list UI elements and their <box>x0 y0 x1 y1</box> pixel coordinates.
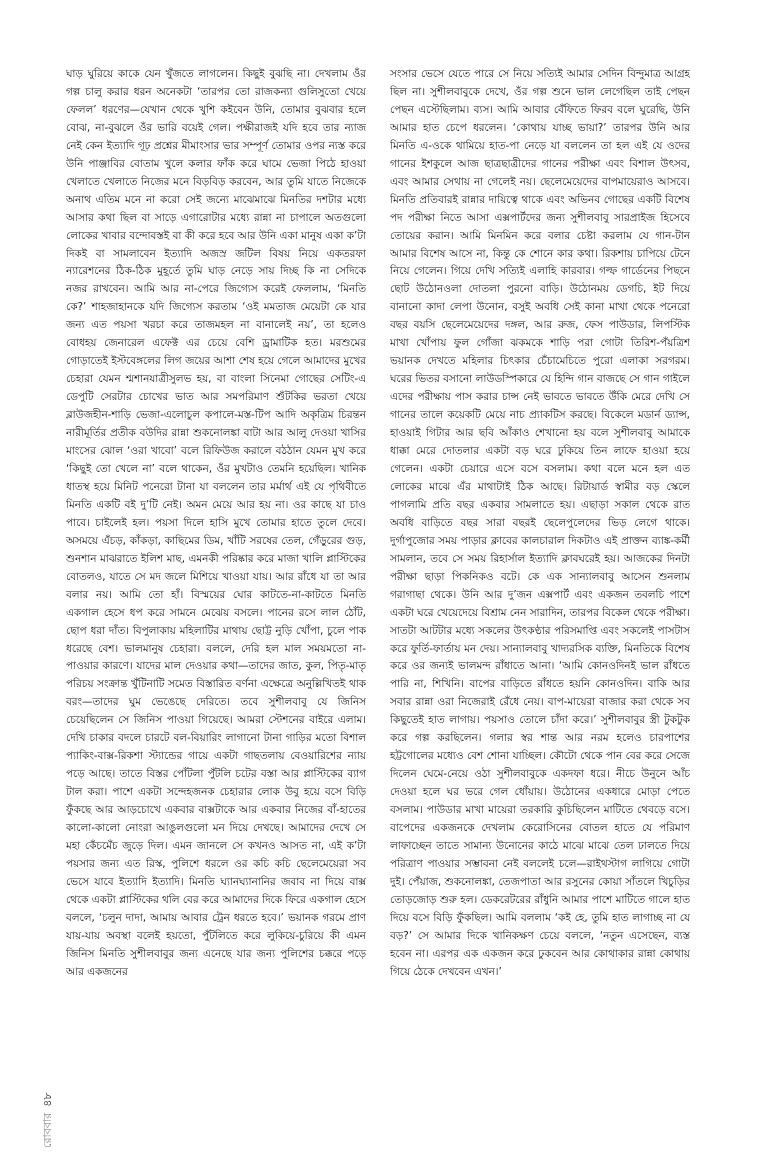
article-column-right <box>390 66 690 1136</box>
article-text-right: সংসার ভেসে যেতে পারে সে নিয়ে সত্যিই আমার সেদিন বিন্দুমাত্র আগ্রহ ছিল না। সুশীলবাবুকে দেখে, ওঁর গল্প শুনে ভাল লেগেছিল তাই পেছন পেছন এস্টেছিলাম। ব্যস। আমি আবার বেঁফিতে ফিরব বলে ঘুরেছি, উনি আমার হাত চেপে ধরলেন। ‘কোথায় যাচ্ছ ভায়া?’ তারপর উনি আর মিনতি এ-ওকে থামিয়ে হাত-পা নেড়ে যা বললেন তা হল এই যে ওদের গানের ইশকুলে আজ ছাত্রছাত্রীদের গানের পরীক্ষা এবং বিশাল উৎসব, এবং আমার সেথায় না গেলেই নয়। ছেলেমেয়েদের বাপমায়েরাও আসবে। মিনতি প্রতিবারই রান্নার দায়িত্বে থাকে এবং অভিনব গোছের একটি বিশেষ পদ পরীক্ষা নিতে আসা এক্সপার্টদের জন্য সুশীলবাবু সারপ্রাইজ হিসেবে তোয়ের করান। আমি মিনমিন করে বলার চেষ্টা করলাম যে গান-টান আমার বিশেষ আসে না, কিন্তু কে শোনে কার কথা। রিকশায় চাপিয়ে টেনে নিয়ে গেলেন। গিয়ে দেখি সত্যিই এলাহি কারবার। গল্ফ গার্ডেনের পিছনে ছোট উঠোনওলা দোতলা পুরনো বাড়ি। উঠোনময় ডেগচি, ইট দিয়ে বানানো কাদা লেপা উনোন, বসুই অবধি সেই কানা মাখা থেকে পনেরো বছর বয়সি ছেলেমেয়েদের দঙ্গল, আর রুজ, ফেস পাউডার, লিপস্টিক মাখা খোঁপায় ফুল গোঁজা ঝকমকে শাড়ি পরা গোটা তিরিশ-পঁয়ত্রিশ ভয়ানক দেখতে মহিলার চিৎকার চেঁচামেচিতে পুরো এলাকা সরগরম। ঘরের ভিতর বসানো লাউডস্পিকারে যে হিন্দি গান বাজছে সে গান গাইলে এদের পরীক্ষায় পাস করার চান্স নেই ভাবতে ভাবতে উঁকি মেরে দেখি সে গানের তালে কয়েকটি মেয়ে নাচ প্র্যাকটিস করছে। বিকেলে মডার্ন ড্যান্স, হাওয়াই গিটার আর ছবি আঁকাও শেখানো হয় বলে সুশীলবাবু আমাকে ধাক্কা মেরে দোতলার একটা বড় ঘরে ঢুকিয়ে তিন লাফে হাওয়া হয়ে গেলেন। একটা চেয়ারে এসে বসে বসলাম। কথা বলে মনে হল এত লোকের মাঝে এঁর মাথাটাই ঠিক আছে। রিটায়ার্ড স্বামীর বড় স্কেলে পাগলামি প্রতি বছর একবার সামলাতে হয়। এছাড়া সকাল থেকে রাত অবধি বাড়িতে বছর সারা বছরই ছেলেপুলেদের ভিড় লেগে থাকে। দুর্গাপুজোর সময় পাড়ার ক্লাবের কালচারাল দিকটাও এই প্রাক্তন ব্যাঙ্ক-কর্মী সামলান, তবে সে সময় রিহার্সাল ইত্যাদি ক্লাবঘরেই হয়। আজকের দিনটা পরীক্ষা ছাড়া পিকনিকও বটে। কে এক সান্যালবাবু আসেন শুনলাম গরাগাছা থেকে। উনি আর দু’জন এক্সপার্ট এবং একজন তবলচি পাশে একটা ঘরে খেয়েদেয়ে বিশ্রাম নেন সারাদিন, তারপর বিকেল থেকে পরীক্ষা। সাতটা আটটার মধ্যে সকলের উৎকণ্ঠার পরিসমাপ্তি এবং সকলেই পাসটাস করে ফুর্তি-ফার্তায় মন দেয়। সান্যালবাবু খাদ্যরসিক ব্যক্তি, মিনতিকে বিশেষ করে ওর জন্যই ভালমন্দ রাঁধাতে আনা। ‘আমি কোনওদিনই ভাল রাঁধতে পারি না, শিখিনি। বাপের বাড়িতে রাঁধতে হয়নি কোনওদিন। বাকি আর সবার রান্না ওরা নিজেরাই রেঁধে নেয়। বাপ-মায়েরা বাজার করা থেকে সব কিছুতেই হাত লাগায়। পয়সাও তোলে চাঁদা করে।’ সুশীলবাবুর স্ত্রী টুকটুক করে গল্প করছিলেন। গলার স্বর শান্ত আর নরম হলেও চারপাশের হট্টগোলের মধ্যেও বেশ শোনা যাচ্ছিল। কৌটো থেকে পান বের করে সেজে দিলেন ঘেমে-নেয়ে ওঠা সুশীলবাবুকে একদফা ধরে। নীচে উনুনে আঁচ দেওয়া হলে ঘর ভরে গেল ধোঁয়ায়। উঠোনের একধারে মোড়া পেতে বসলাম। পাউডার মাখা মায়েরা তরকারি কুচিছিলেন মাটিতে থেবড়ে বসে। বাপেদের একজনকে দেখলাম কেরোসিনের বোতল হাতে যে পরিমাণ লাফাচ্ছেন তাতে সামান্য উনোনের কাঠে মাঝে মাঝে তেল ঢালতে দিয়ে পরিত্রাণ পাওয়ার সম্ভাবনা নেই বললেই চলে—রাইথস্টাগ লাগিয়ে গোটা দুই। পেঁয়াজ, শুকনোলঙ্কা, তেজপাতা আর রসুনের কোয়া সাঁতলে খিচুড়ির তোড়জোড় শুরু হল। ডেকরেটরের রাঁধুনি আমার পাশে মাটিতে গালে হাত দিয়ে বসে বিড়ি ফুঁকছিল। আমি বললাম ‘কই হে, তুমি হাত লাগাচ্ছ না যে বড়?’ সে আমার দিকে খানিকক্ষণ চেয়ে বললে, ‘নতুন এসেছেন, ব্যস্ত হবেন না। এরপর এক একজন করে ঢুকবেন আর কোথাকার রান্না কোথায় গিয়ে ঠেকে দেখবেন এখন।’ <box>390 68 690 978</box>
article-column-left <box>66 66 366 1116</box>
page-number: ৪৮ <box>40 1092 54 1107</box>
magazine-name: রোববার <box>40 1112 54 1148</box>
page-folio <box>38 1070 54 1150</box>
article-text-left: ঘাড় ঘুরিয়ে কাকে যেন খুঁজতে লাগলেন। কিছুই বুঝছি না। দেখলাম ওঁর গল্প চালু করার ধরন অনেকটা ‘তারপর তো রাজকন্যা গুলিসুতো খেয়ে ফেলল’ ধরণের—যেখান থেকে খুশি কইবেন উনি, তোমার বুঝবার হলে বোঝ, না-বুঝলে ওঁর ভারি বয়েই গেল। পক্ষীরাজই যদি হবে তার ন্যাজ নেই কেন ইত্যাদি গূঢ় প্রশ্নের মীমাংসার ভার সম্পূর্ণ তোমার ওপর ন্যস্ত করে উনি পাঞ্জাবির বোতাম খুলে কলার ফাঁক করে ঘামে ভেজা পিঠে হাওয়া খেলাতে খেলাতে নিজের মনে বিড়বিড় করবেন, আর তুমি যাতে নিজেকে অনাথ এতিম মনে না করো সেই জন্যে মাঝেমাঝে মিনতির দশটার মধ্যে আসার কথা ছিল বা সাড়ে এগারোটার মধ্যে রান্না না চাপালে অতগুলো লোকের খাবার বন্দোবস্তই বা কী করে হবে আর উনি একা মানুষ একা ক’টা দিকই বা সামলাবেন ইত্যাদি অজস্র জটিল বিষয় নিয়ে একতরফা ন্যারেশনের ঠিক-ঠিক মুহূর্তে তুমি ঘাড় নেড়ে সায় দিচ্ছ কি না সেদিকে নজর রাখবেন। আমি আর না-পেরে জিগ্যেস করেই ফেললাম, ‘মিনতি কে?’ শাহজাহানকে যদি জিগ্যেস করতাম ‘ওই মমতাজ মেয়েটা কে যার জন্য এত পয়সা খরচা করে তাজমহল না বানালেই নয়’, তা হলেও বোধহয় জেনারেল এফেক্ট এর চেয়ে বেশি ড্রামাটিক হত। মরশুমের গোড়াতেই ইস্টবেঙ্গলের লিগ জয়ের আশা শেষ হয়ে গেলে আমাদের মুখের চেহারা যেমন শ্মশানযাত্রীসুলভ হয়, বা বাংলা সিনেমা গোছের সেটিং-এ ডেপুটি সেরটার চোখের ভাত আর সমপরিমাণ শুঁটকির ভরতা খেয়ে ব্লাউজহীন-শাড়ি ভেজা-এলোচুল কপালে-মস্ত-টিপ আদি অকৃত্রিম চিরন্তন নারীমূর্তির প্রতীক বউদির রান্না শুকনোলঙ্কা বাটা আর আলু দেওয়া খাসির মাংসের ঝোল ‘ওরা খাবো’ বলে রিফিউজ করালে বঠঠান যেমন মুখ করে ‘কিছুই তো খেলে না’ বলে থাকেন, ওঁর মুখটাও তেমনি হয়েছিল। খানিক ধাতস্থ হয়ে মিনিট পনেরো টানা যা বললেন তার মর্মার্থ এই যে পৃথিবীতে মিনতি একটি বই দু’টি নেই। অমন মেয়ে আর হয় না। ওর কাছে যা চাও পাবে। চাইলেই হল। পয়সা দিলে হাসি মুখে তোমার হাতে তুলে দেবে। অসময়ে এঁচড়, কাঁকড়া, কাছিমের ডিম, খাঁটি সরষের তেল, গেঁড়ুরের গুড়, শুনশান মাঝরাতে ইলিশ মাছ, এমনকী পরিষ্কার করে মাজা খালি প্লাস্টিকের বোতলও, যাতে সে মদ জলে মিশিয়ে খাওয়া যায়। আর রাঁধে যা তা আর বলার নয়। আমি তো হাঁ। বিস্ময়ের ঘোর কাটতে-না-কাটতে মিনতি একগাল হেসে ধপ করে সামনে মেঝেয় বসলে। পানের রসে লাল ঠোঁট, ছোপ ধরা দাঁত। বিপুলাকায় মহিলাটির মাথায় ছোট্ট নুড়ি খোঁপা, চুলে পাক ধরেছে বেশ। ভালমানুষ চেহারা। বললে, দেরি হল মাল সময়মতো না-পাওয়ার কারণে। যাদের মাল দেওয়ার কথা—তাদের জাত, কুল, পিতৃ-মাতৃ পরিচয় সংক্রান্ত খুঁটিনাটি সমেত বিস্তারিত বর্ণনা এক্ষেত্রে অনুল্লিখিতই থাক বরং—তাদের ঘুম ভেঙেছে দেরিতে। তবে সুশীলবাবু যে জিনিস চেয়েছিলেন সে জিনিস পাওয়া গিয়েছে। আমরা স্টেশনের বাইরে এলাম। দেখি চাকার বদলে চারটে বল-বিয়ারিং লাগানো টানা গাড়ির মতো বিশাল প্যাকিং-বাক্স-রিকশা স্ট্যান্ডের গায়ে একটা গাছতলায় বেওয়ারিশের ন্যায় পড়ে আছে। তাতে বিস্তর পোঁটলা পুঁটলি চটের বস্তা আর প্লাস্টিকের ব্যাগ টাল করা। পাশে একটা সন্দেহজনক চেহারার লোক উবু হয়ে বসে বিড়ি ফুঁকছে আর আড়চোখে একবার বাক্সটাকে আর একবার নিজের বাঁ-হাতের কালো-কালো নোংরা আঙুলগুলো মন দিয়ে দেখছে। আমাদের দেখে সে মহা কেঁচমেঁচ জুড়ে দিল। এমন জানলে সে কখনও আসত না, এই ক’টা পয়সার জন্য এত রিস্ক, পুলিশে ধরলে ওর কচি কচি ছেলেমেয়েরা সব ভেসে যাবে ইত্যাদি ইত্যাদি। মিনতি ঘ্যানঘ্যানানির জবাব না দিয়ে বাক্স থেকে একটা প্লাস্টিকের থলি বের করে আমাদের দিকে ফিরে একগাল হেসে বললে, ‘চলুন দাদা, আমায় আবার ট্রেন ধরতে হবে।’ ভয়ানক গরমে প্রাণ যায়-যায় অবস্থা বলেই হয়তো, পুঁটলিতে করে লুকিয়ে-চুরিয়ে কী এমন জিনিস মিনতি সুশীলবাবুর জন্য এনেছে যার জন্য পুলিশের চক্করে পড়ে আর একজনের <box>66 68 366 978</box>
